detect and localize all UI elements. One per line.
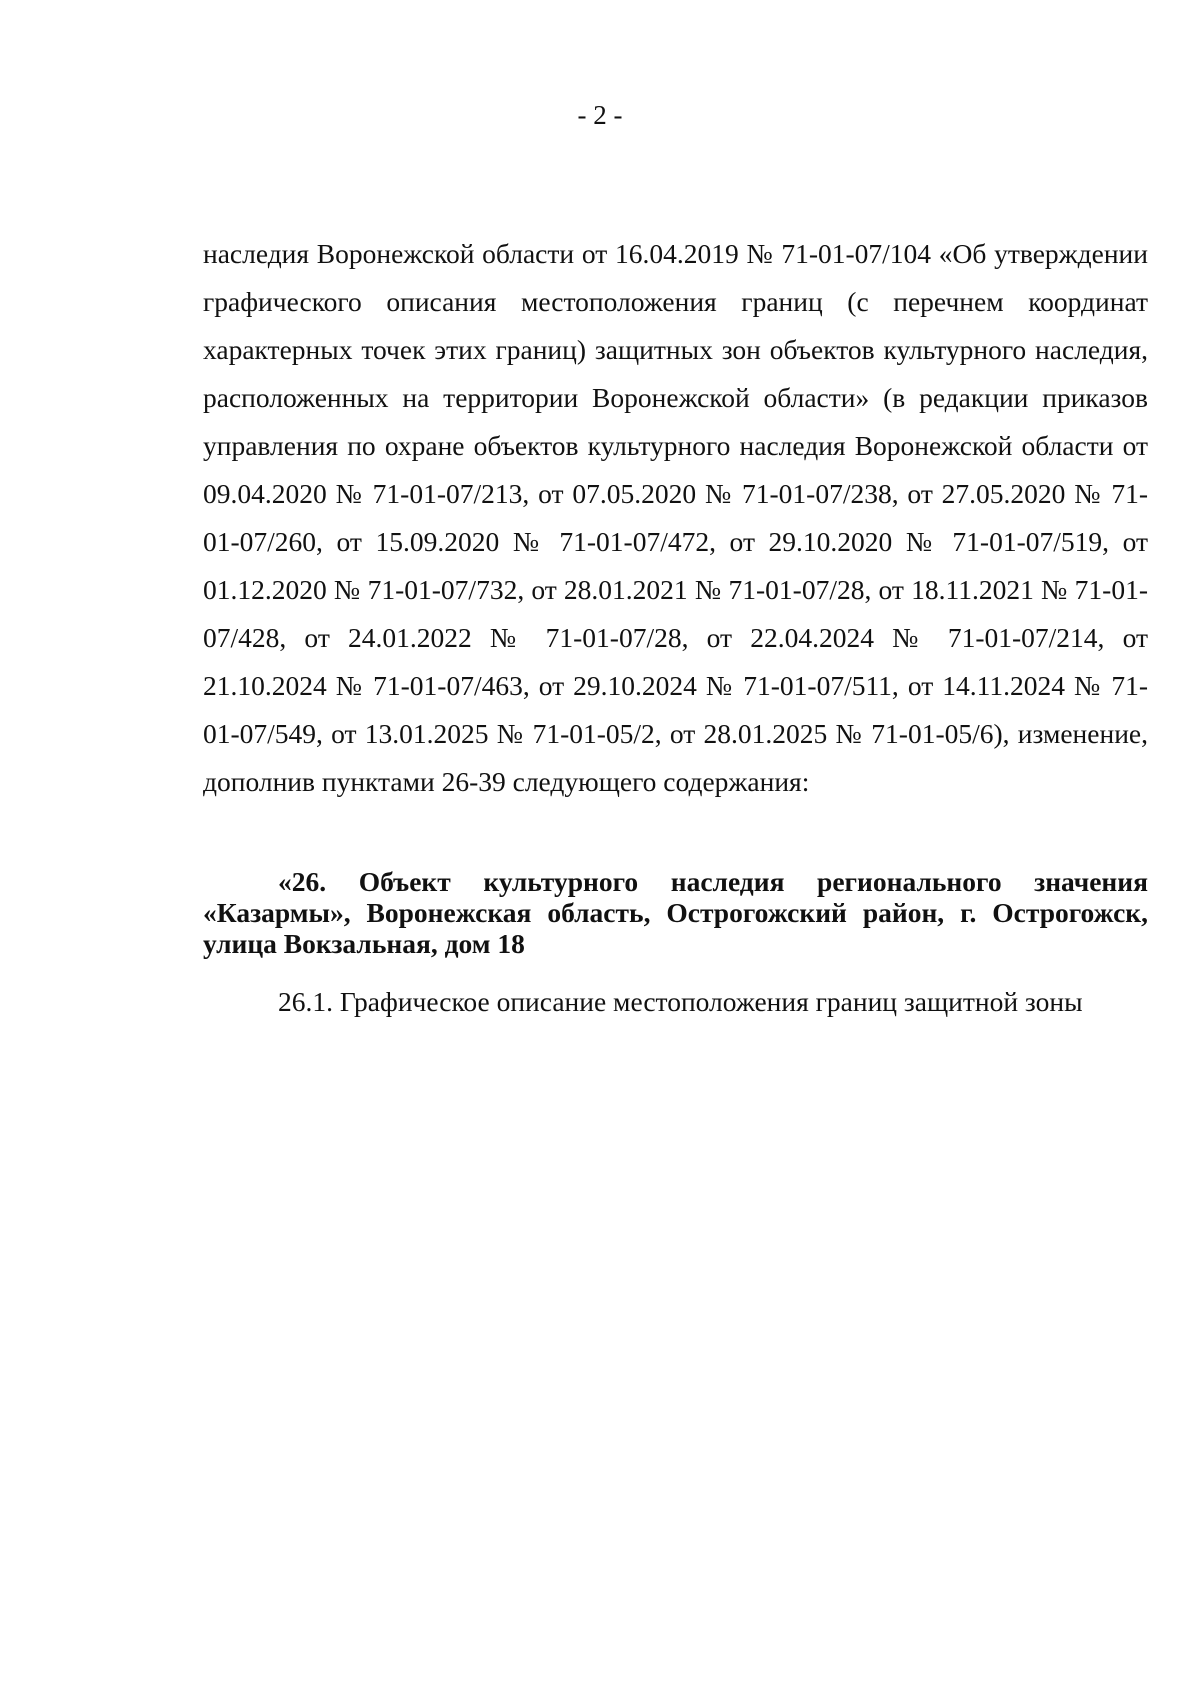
section-heading: «26. Объект культурного наследия регионального значения «Казармы», Воронежская область, Острогожский район, г. Острогожск, улица Вокзальная, дом 18	[203, 866, 1148, 959]
body-text	[203, 230, 1148, 806]
page-number: - 2 -	[577, 100, 623, 130]
section-subheading: 26.1. Графическое описание местоположения границ защитной зоны	[278, 986, 1083, 1017]
body-paragraph: наследия Воронежской области от 16.04.2019 № 71-01-07/104 «Об утверждении графического описания местоположения границ (с перечнем координат характерных точек этих границ) защитных зон объектов культурного наследия, расположенных на территории Воронежской области» (в редакции приказов управления по охране объектов культурного наследия Воронежской области от 09.04.2020 № 71-01-07/213, от 07.05.2020 № 71-01-07/238, от 27.05.2020 № 71-01-07/260, от 15.09.2020 № 71-01-07/472, от 29.10.2020 № 71-01-07/519, от 01.12.2020 № 71-01-07/732, от 28.01.2021 № 71-01-07/28, от 18.11.2021 № 71-01-07/428, от 24.01.2022 № 71-01-07/28, от 22.04.2024 № 71-01-07/214, от 21.10.2024 № 71-01-07/463, от 29.10.2024 № 71-01-07/511, от 14.11.2024 № 71-01-07/549, от 13.01.2025 № 71-01-05/2, от 28.01.2025 № 71-01-05/6), изменение, дополнив пунктами 26-39 следующего содержания:	[203, 238, 1148, 797]
